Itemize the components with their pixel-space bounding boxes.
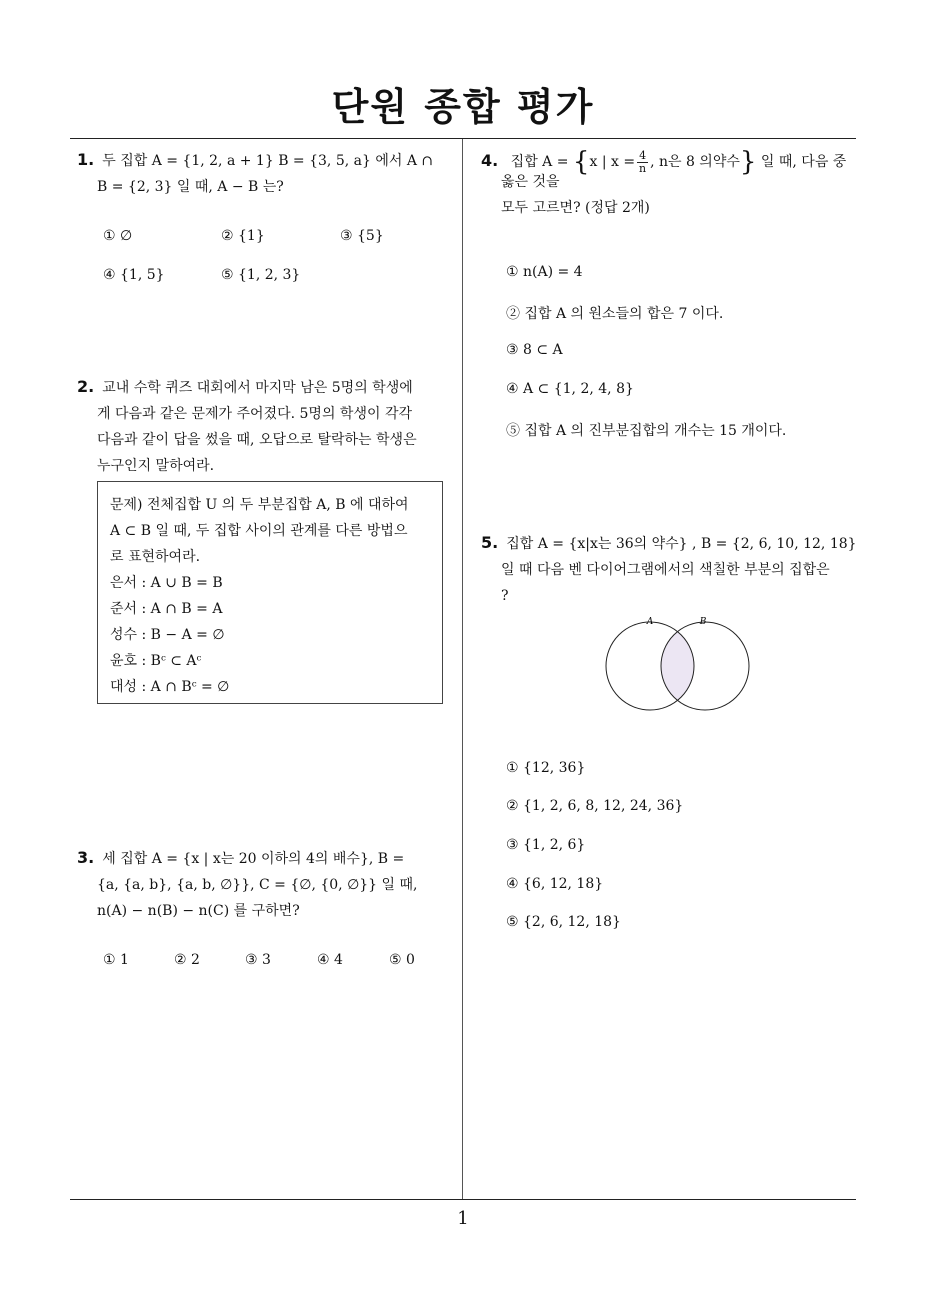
- set-b-label: B: [699, 617, 707, 627]
- choice-5[interactable]: ⑤ {2, 6, 12, 18}: [506, 914, 621, 930]
- question-text: 모두 고르면? (정답 2개): [501, 200, 650, 216]
- question-text: 세 집합 A = {x | x는 20 이하의 4의 배수}, B =: [102, 851, 405, 867]
- top-rule: [70, 138, 856, 139]
- question-text: ?: [501, 588, 509, 604]
- question-3: [77, 845, 457, 924]
- question-text: n(A) − n(B) − n(C) 를 구하면?: [97, 903, 300, 919]
- set-a-label: A: [646, 617, 654, 627]
- choice-2[interactable]: ② {1, 2, 6, 8, 12, 24, 36}: [506, 798, 684, 814]
- set-rhs: , n은 8 의약수: [650, 154, 740, 170]
- box-line: 성수 : B − A = ∅: [110, 627, 225, 643]
- question-text: 옳은 것을: [501, 174, 560, 190]
- box-line: A ⊂ B 일 때, 두 집합 사이의 관계를 다른 방법으: [110, 523, 408, 539]
- question-number: 1.: [77, 150, 95, 169]
- choice-3[interactable]: ③ {1, 2, 6}: [506, 837, 586, 853]
- choice-5[interactable]: ⑤ {1, 2, 3}: [221, 267, 301, 283]
- question-4: [481, 148, 861, 221]
- set-lhs: x | x =: [589, 154, 636, 170]
- choice-3[interactable]: ③ 3: [245, 952, 271, 968]
- question-text: 교내 수학 퀴즈 대회에서 마지막 남은 5명의 학생에: [102, 380, 413, 396]
- question-text: 집합 A = {x|x는 36의 약수} , B = {2, 6, 10, 12, 18}: [506, 536, 857, 552]
- fraction-denominator: n: [639, 161, 647, 175]
- bottom-rule: [70, 1199, 856, 1200]
- choice-2[interactable]: ② 집합 A 의 원소들의 합은 7 이다.: [506, 306, 724, 322]
- question-text: 일 때, 다음 중: [760, 154, 847, 170]
- choice-1[interactable]: ① n(A) = 4: [506, 264, 583, 280]
- fraction: [637, 150, 648, 175]
- choice-1[interactable]: ① ∅: [103, 228, 133, 244]
- question-text: 일 때 다음 벤 다이어그램에서의 색칠한 부분의 집합은: [501, 562, 830, 578]
- page-number: 1: [457, 1208, 469, 1229]
- set-prefix: 집합 A =: [510, 154, 569, 170]
- question-text: 두 집합 A = {1, 2, a + 1} B = {3, 5, a} 에서 A ∩: [102, 153, 434, 169]
- question-text: 다음과 같이 답을 썼을 때, 오답으로 탈락하는 학생은: [97, 432, 417, 448]
- fraction-numerator: 4: [639, 148, 647, 162]
- venn-diagram: [600, 612, 760, 716]
- question-number: 3.: [77, 848, 95, 867]
- question-text: B = {2, 3} 일 때, A − B 는?: [97, 179, 284, 195]
- box-line: 은서 : A ∪ B = B: [110, 575, 223, 591]
- choice-3[interactable]: ③ 8 ⊂ A: [506, 342, 563, 358]
- question-text: {a, {a, b}, {a, b, ∅}}, C = {∅, {0, ∅}} 일 때,: [97, 877, 418, 893]
- choice-2[interactable]: ② {1}: [221, 228, 265, 244]
- left-brace: {: [572, 147, 590, 177]
- choice-3[interactable]: ③ {5}: [340, 228, 384, 244]
- choice-4[interactable]: ④ 4: [317, 952, 343, 968]
- question-5: [481, 530, 861, 609]
- box-line: 준서 : A ∩ B = A: [110, 601, 223, 617]
- choice-5[interactable]: ⑤ 집합 A 의 진부분집합의 개수는 15 개이다.: [506, 423, 787, 439]
- box-line: 문제) 전체집합 U 의 두 부분집합 A, B 에 대하여: [110, 497, 409, 513]
- choice-5[interactable]: ⑤ 0: [389, 952, 415, 968]
- choice-2[interactable]: ② 2: [174, 952, 200, 968]
- choice-4[interactable]: ④ {1, 5}: [103, 267, 165, 283]
- box-line: 대성 : A ∩ Bᶜ = ∅: [110, 679, 230, 695]
- question-number: 2.: [77, 377, 95, 396]
- choice-1[interactable]: ① {12, 36}: [506, 760, 586, 776]
- box-line: 윤호 : Bᶜ ⊂ Aᶜ: [110, 653, 202, 669]
- choice-4[interactable]: ④ A ⊂ {1, 2, 4, 8}: [506, 381, 634, 397]
- right-brace: }: [739, 147, 757, 177]
- page-title: 단원 종합 평가: [331, 85, 595, 129]
- choice-1[interactable]: ① 1: [103, 952, 129, 968]
- column-divider: [462, 139, 463, 1199]
- question-text: 누구인지 말하여라.: [97, 458, 215, 474]
- question-1: [77, 147, 457, 200]
- question-text: 게 다음과 같은 문제가 주어졌다. 5명의 학생이 각각: [97, 406, 412, 422]
- problem-box: [97, 481, 443, 704]
- choice-4[interactable]: ④ {6, 12, 18}: [506, 876, 604, 892]
- question-number: 5.: [481, 533, 499, 552]
- question-number: 4.: [481, 151, 499, 170]
- box-line: 로 표현하여라.: [110, 549, 201, 565]
- question-2: [77, 374, 457, 479]
